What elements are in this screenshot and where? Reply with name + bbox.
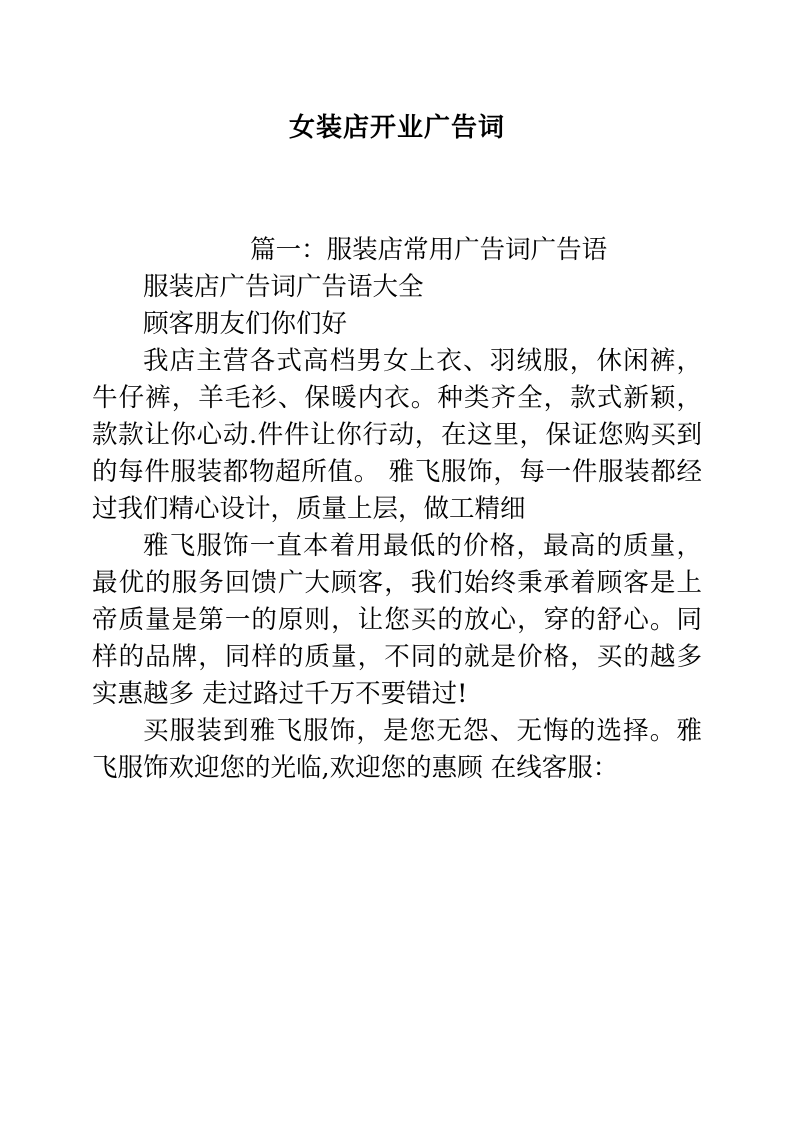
subtitle-line: 服装店广告词广告语大全 bbox=[143, 272, 424, 303]
closing-paragraph: 买服装到雅飞服饰，是您无怨、无悔的选择。雅飞服饰欢迎您的光临,欢迎您的惠顾 在线客服： bbox=[92, 715, 702, 783]
document-body bbox=[92, 232, 711, 787]
products-paragraph: 我店主营各式高档男女上衣、羽绒服，休闲裤，牛仔裤，羊毛衫、保暖内衣。种类齐全，款式新颖，款款让你心动.件件让你行动，在这里，保证您购买到的每件服装都物超所值。 雅飞服饰，每一件服装都经过我们精心设计，质量上层，做工精细 bbox=[92, 346, 702, 525]
section-heading: 篇一：服装店常用广告词广告语 bbox=[250, 235, 608, 266]
greeting-line: 顾客朋友们你们好 bbox=[143, 309, 348, 340]
service-paragraph: 雅飞服饰一直本着用最低的价格，最高的质量，最优的服务回馈广大顾客，我们始终秉承着顾客是上帝质量是第一的原则，让您买的放心，穿的舒心。同样的品牌，同样的质量，不同的就是价格，买的越多 实惠越多 走过路过千万不要错过! bbox=[92, 531, 711, 710]
page-title: 女装店开业广告词 bbox=[288, 113, 505, 143]
